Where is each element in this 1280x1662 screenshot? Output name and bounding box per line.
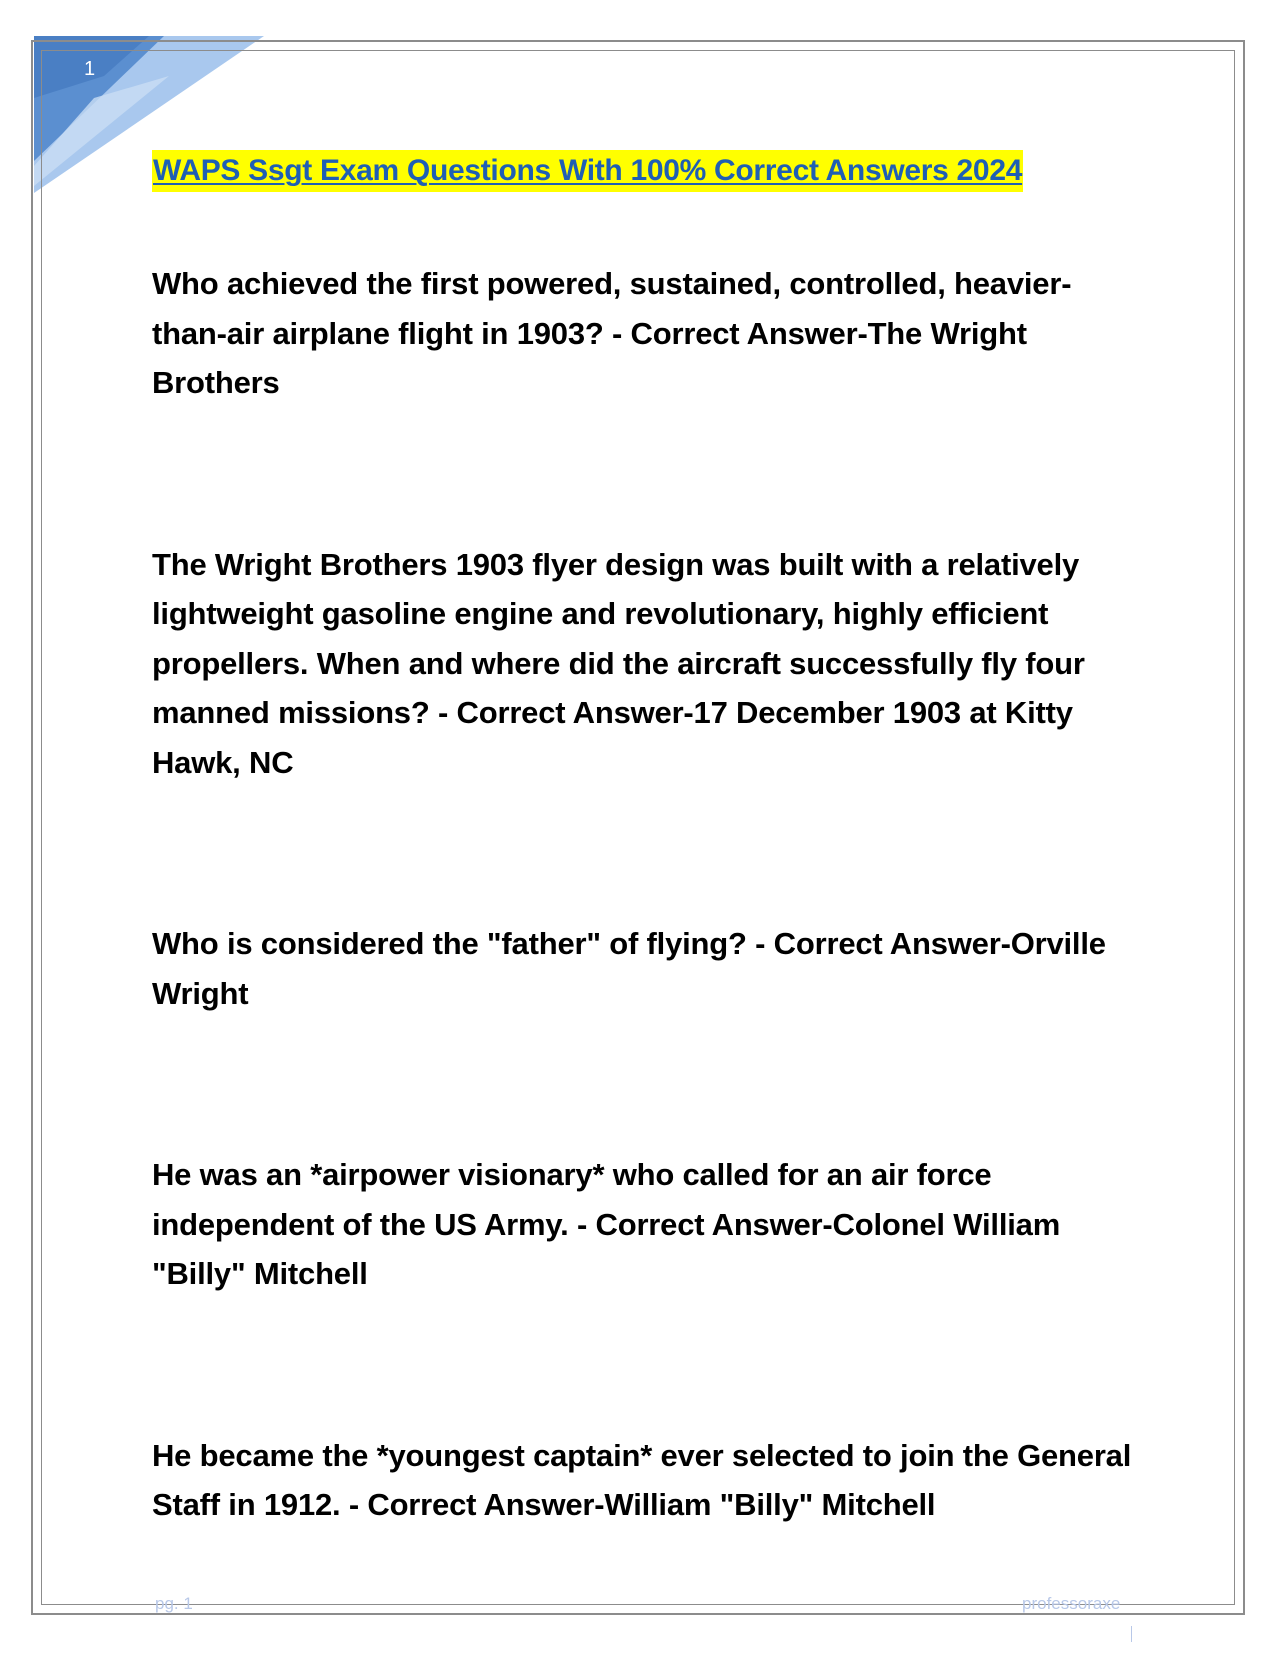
qa-item-3: Who is considered the "father" of flying? - Correct Answer-Orville Wright xyxy=(152,926,1106,1011)
document-title: WAPS Ssgt Exam Questions With 100% Correct Answers 2024 xyxy=(152,150,1023,192)
footer-page-label: pg. 1 xyxy=(155,1594,193,1613)
qa-item-1: Who achieved the first powered, sustained, controlled, heavier-than-air airplane flight in 1903? - Correct Answer-The Wright Brothers xyxy=(152,266,1072,400)
qa-item-5: He became the *youngest captain* ever selected to join the General Staff in 1912. - Correct Answer-William "Billy" Mitchell xyxy=(152,1437,1132,1522)
corner-page-number: 1 xyxy=(84,58,96,80)
qa-item-4: He was an *airpower visionary* who called for an air force independent of the US Army. - Correct Answer-Colonel William "Billy" Mitchell xyxy=(152,1157,1061,1291)
qa-list xyxy=(152,259,1132,1530)
footer-divider-tick xyxy=(1131,1626,1132,1642)
footer-author: professoraxe xyxy=(1022,1594,1121,1613)
qa-item-2: The Wright Brothers 1903 flyer design was built with a relatively lightweight gasoline engine and revolutionary, highly efficient propellers. When and where did the aircraft successfully fly four manned missions? - Correct Answer-17 December 1903 at Kitty Hawk, NC xyxy=(152,546,1085,780)
main-content xyxy=(152,150,1132,1662)
